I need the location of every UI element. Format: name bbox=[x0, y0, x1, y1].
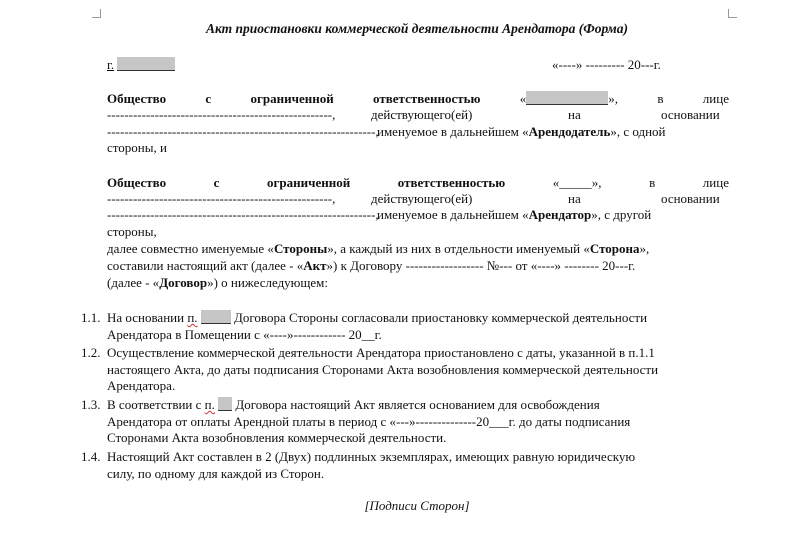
party1-word: в bbox=[657, 91, 664, 106]
clause-1-2-line3: Арендатора. bbox=[107, 378, 176, 393]
party2-word: ответственностью bbox=[397, 175, 506, 190]
margin-corner-marker bbox=[92, 9, 101, 18]
party2-representative-blank: ----------------------------------------------------, bbox=[107, 191, 336, 206]
parties-definition-line: далее совместно именуемые «Стороны», а каждый из них в отдельности именуемый «Сторона», bbox=[107, 241, 650, 256]
party1-on-label: на bbox=[568, 107, 581, 122]
clause-1-4-line1: Настоящий Акт составлен в 2 (Двух) подлинных экземплярах, имеющих равную юридическую bbox=[107, 449, 636, 464]
clause-1-3-line3: Сторонами Акта возобновления коммерческой деятельности. bbox=[107, 430, 447, 445]
clause-1-3-line1: В соответствии с п. Договора настоящий Акт является основанием для освобождения bbox=[107, 397, 600, 412]
parties-term: Стороны bbox=[273, 241, 328, 256]
party1-word: Общество bbox=[107, 91, 167, 106]
party-term: Сторона bbox=[589, 241, 640, 256]
party1-name-blank[interactable] bbox=[526, 91, 608, 105]
party2-basis-blank: --------------------------------------------------------------, bbox=[107, 207, 379, 222]
clause-number: 1.4. bbox=[81, 449, 101, 464]
party2-word: Общество bbox=[107, 175, 167, 190]
clause-1-1-line1: На основании п. Договора Стороны согласовали приостановку коммерческой деятельности bbox=[107, 310, 648, 325]
party1-word: ответственностью bbox=[373, 91, 481, 106]
clause-1-3-line2: Арендатора от оплаты Арендной платы в период с «---»--------------20___г. до даты подписания bbox=[107, 414, 631, 429]
clause-number: 1.2. bbox=[81, 345, 101, 360]
clause-1-1-line2: Арендатора в Помещении с «----»------------ 20__г. bbox=[107, 327, 382, 342]
city-prefix: г. bbox=[107, 57, 115, 72]
party2-name-field[interactable]: «_____», bbox=[552, 175, 602, 190]
city-blank[interactable] bbox=[117, 57, 175, 71]
act-definition-line: составили настоящий акт (далее - «Акт») к Договору ------------------ №--- от «----» -------- 20---г. bbox=[107, 258, 636, 273]
party1-word: лице bbox=[702, 91, 729, 106]
clause-1-3-point-blank[interactable] bbox=[218, 397, 232, 411]
party2-line1 bbox=[107, 175, 729, 191]
party2-basis-label: основании bbox=[661, 191, 720, 206]
clause-1-4-line2: силу, по одному для каждой из Сторон. bbox=[107, 466, 325, 481]
date-line: «----» --------- 20---г. bbox=[552, 57, 661, 72]
party2-acting-label: действующего(ей) bbox=[371, 191, 473, 206]
party2-word: ограниченной bbox=[267, 175, 351, 190]
party1-basis-blank: --------------------------------------------------------------, bbox=[107, 124, 379, 139]
party1-basis-label: основании bbox=[661, 107, 720, 122]
party1-acting-label: действующего(ей) bbox=[371, 107, 473, 122]
party1-representative-blank: ----------------------------------------------------, bbox=[107, 107, 336, 122]
party1-name-field: « », bbox=[519, 91, 619, 106]
party1-word: с bbox=[205, 91, 212, 106]
contract-term: Договор bbox=[159, 275, 208, 290]
act-term: Акт bbox=[303, 258, 327, 273]
clause-1-2-line1: Осуществление коммерческой деятельности Арендатора приостановлено с даты, указанной в п.1.1 bbox=[107, 345, 655, 360]
party1-role: Арендодатель bbox=[528, 124, 611, 139]
city-line bbox=[107, 57, 175, 73]
party2-role: Арендатор bbox=[528, 207, 592, 222]
clause-1-1-point-blank[interactable] bbox=[201, 310, 231, 324]
party2-line4: стороны, bbox=[107, 224, 157, 239]
clause-number: 1.3. bbox=[81, 397, 101, 412]
document-title: Акт приостановки коммерческой деятельности Арендатора (Форма) bbox=[205, 21, 629, 36]
party2-word: лице bbox=[702, 175, 729, 190]
party2-on-label: на bbox=[568, 191, 581, 206]
party1-role-line: именуемое в дальнейшем «Арендодатель», с одной bbox=[377, 124, 666, 139]
clause-number: 1.1. bbox=[81, 310, 101, 325]
party1-line1 bbox=[107, 91, 729, 107]
party2-word: с bbox=[213, 175, 220, 190]
margin-corner-marker bbox=[728, 9, 737, 18]
party1-word: ограниченной bbox=[250, 91, 334, 106]
clause-1-2-line2: настоящего Акта, до даты подписания Сторонами Акта возобновления коммерческой деятельности bbox=[107, 362, 659, 377]
party2-role-line: именуемое в дальнейшем «Арендатор», с другой bbox=[377, 207, 652, 222]
party1-line4: стороны, и bbox=[107, 140, 167, 155]
signatures-placeholder: [Подписи Сторон] bbox=[364, 498, 470, 513]
contract-definition-line: (далее - «Договор») о нижеследующем: bbox=[107, 275, 329, 290]
party2-word: в bbox=[649, 175, 656, 190]
